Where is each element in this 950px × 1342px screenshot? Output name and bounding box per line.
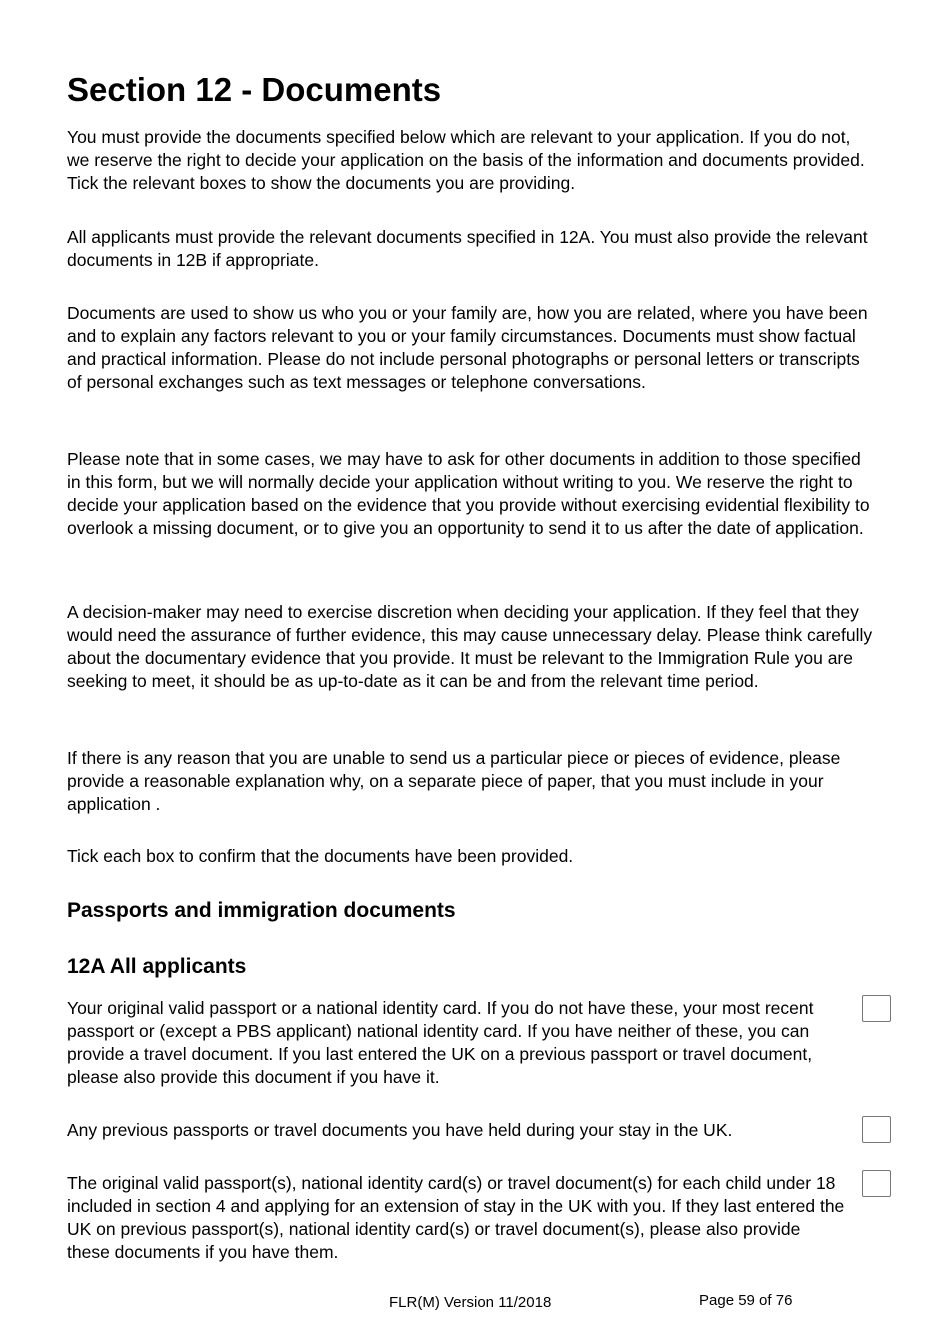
section-subheading: Passports and immigration documents	[67, 899, 456, 922]
instruction-text: Tick each box to confirm that the documents have been provided.	[67, 846, 574, 866]
intro-paragraph: Please note that in some cases, we may have to ask for other documents in addition to those specified in this form, but we will normally decide your application without writing to you. We reserve the right to decide your application based on the evidence that you provide without exercising evidential flexibility to overlook a missing document, or to give you an opportunity to send it to us after the date of application.	[67, 449, 870, 538]
page-number: Page 59 of 76	[699, 1292, 793, 1309]
intro-paragraph: Documents are used to show us who you or your family are, how you are related, where you have been and to explain any factors relevant to you or your family circumstances. Documents must show factual and practical information. Please do not include personal photographs or personal letters or transcripts of personal exchanges such as text messages or telephone conversations.	[67, 303, 868, 392]
document-checkbox-1[interactable]	[862, 995, 891, 1022]
document-item-text: Your original valid passport or a national identity card. If you do not have these, your most recent passport or (except a PBS applicant) national identity card. If you have neither of these, you can provide a travel document. If you last entered the UK on a previous passport or travel document, please also provide this document if you have it.	[67, 998, 814, 1087]
page-title: Section 12 - Documents	[67, 71, 442, 108]
document-item-text: Any previous passports or travel documents you have held during your stay in the UK.	[67, 1120, 733, 1140]
intro-paragraph: If there is any reason that you are unable to send us a particular piece or pieces of evidence, please provide a reasonable explanation why, on a separate piece of paper, that you must include in your application .	[67, 748, 841, 814]
section-12a-heading: 12A All applicants	[67, 955, 247, 978]
document-checkbox-2[interactable]	[862, 1116, 891, 1143]
intro-paragraph: You must provide the documents specified below which are relevant to your application. If you do not, we reserve the right to decide your application on the basis of the information and documents provided. Tick the relevant boxes to show the documents you are providing.	[67, 127, 865, 193]
document-item-text: The original valid passport(s), national identity card(s) or travel document(s) for each child under 18 included in section 4 and applying for an extension of stay in the UK with you. If they last entered the UK on previous passport(s), national identity card(s) or travel document(s), please also provide these documents if you have them.	[67, 1173, 845, 1262]
document-checkbox-3[interactable]	[862, 1170, 891, 1197]
intro-paragraph: A decision-maker may need to exercise discretion when deciding your application. If they feel that they would need the assurance of further evidence, this may cause unnecessary delay. Please think carefully about the documentary evidence that you provide. It must be relevant to the Immigration Rule you are seeking to meet, it should be as up-to-date as it can be and from the relevant time period.	[67, 602, 873, 691]
intro-paragraph: All applicants must provide the relevant documents specified in 12A. You must also provide the relevant documents in 12B if appropriate.	[67, 227, 868, 270]
form-version: FLR(M) Version 11/2018	[389, 1294, 552, 1311]
